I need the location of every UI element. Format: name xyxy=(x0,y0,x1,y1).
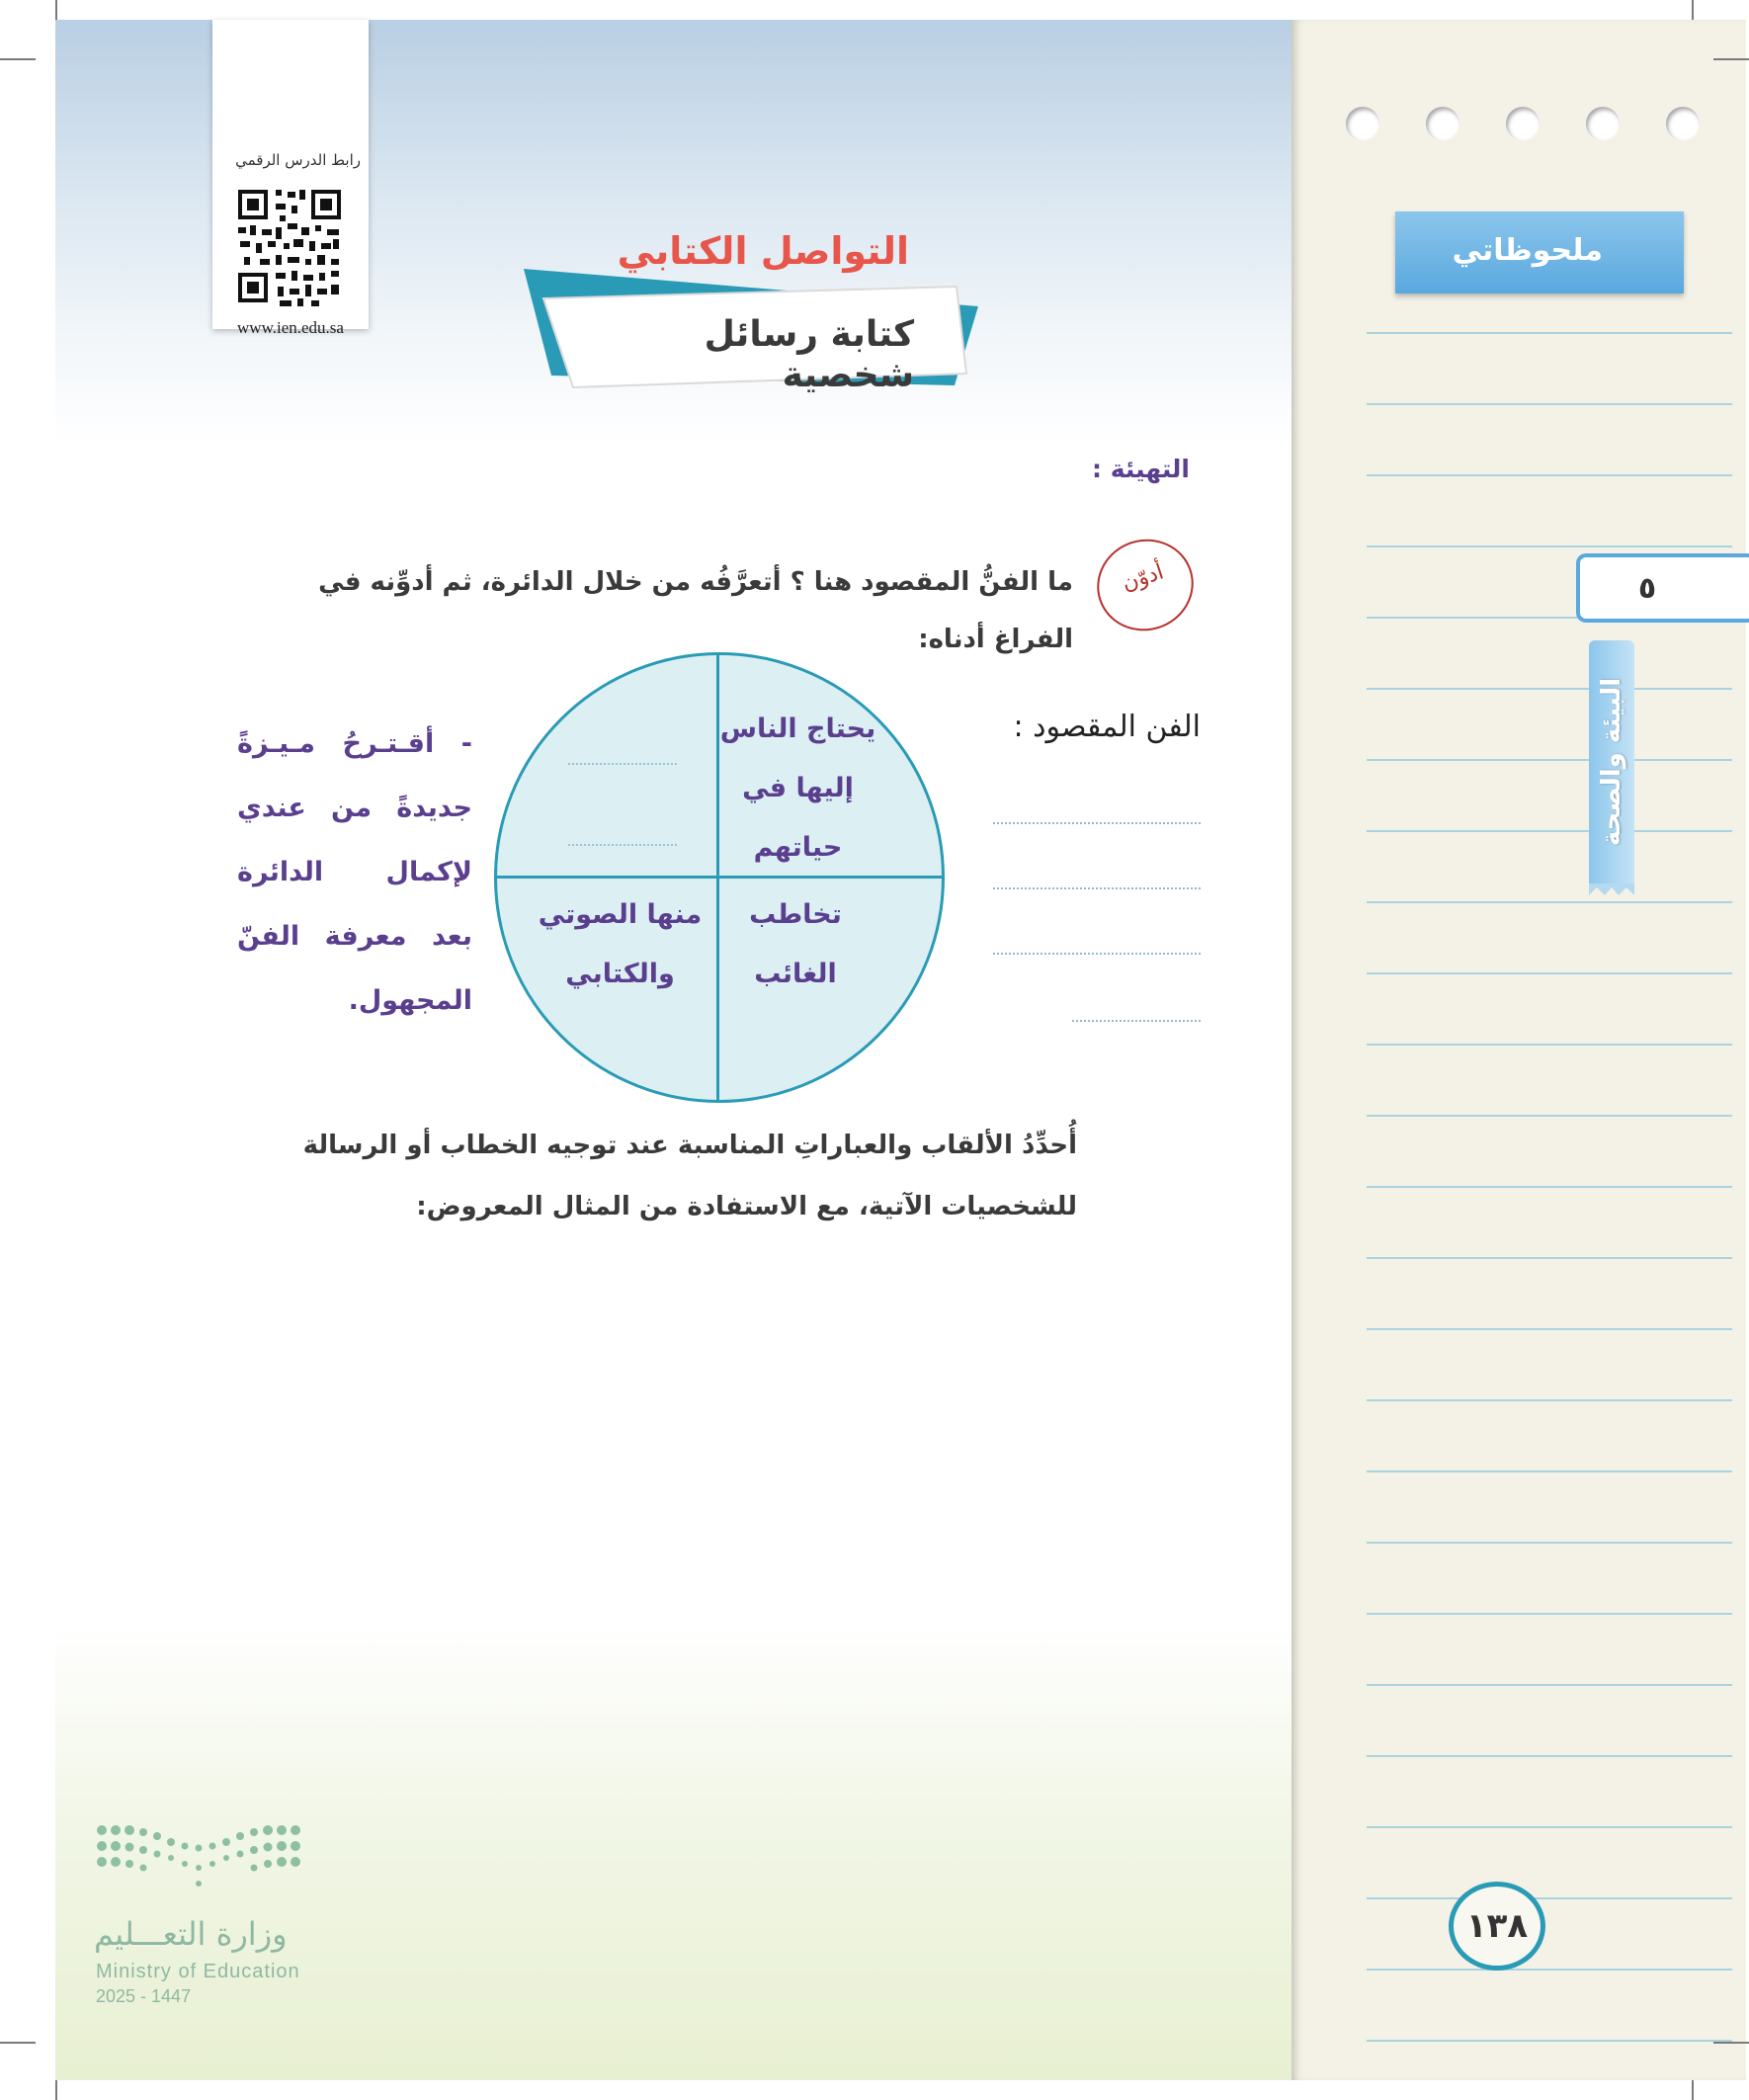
ministry-english-name: Ministry of Education xyxy=(96,1961,300,1982)
note-line[interactable] xyxy=(1367,1186,1732,1188)
suggestion-line: لإكمال الدائرة xyxy=(237,857,472,887)
ministry-logo-icon xyxy=(94,1820,311,1897)
circle-quadrant-1 xyxy=(716,700,879,878)
crop-mark xyxy=(55,0,57,20)
circle-blank-line[interactable] xyxy=(568,763,677,765)
note-line[interactable] xyxy=(1367,546,1732,547)
page-number: ١٣٨ xyxy=(1465,1906,1529,1946)
note-line[interactable] xyxy=(1367,1755,1732,1757)
crop-mark xyxy=(0,58,36,60)
note-line[interactable] xyxy=(1367,1399,1732,1401)
unit-title-tab xyxy=(1589,640,1634,883)
note-line[interactable] xyxy=(1367,1257,1732,1259)
note-line[interactable] xyxy=(1367,1969,1732,1971)
binder-hole xyxy=(1666,107,1700,140)
note-line[interactable] xyxy=(1367,688,1732,690)
warmup-instruction: ما الفنُّ المقصود هنا ؟ أتعرَّفُه من خلال الدائرة، ثم أدوِّنه في الفراغ أدناه: xyxy=(318,567,1073,654)
note-line[interactable] xyxy=(1367,901,1732,903)
note-line[interactable] xyxy=(1367,1613,1732,1615)
notes-title-tab xyxy=(1395,211,1684,294)
binder-hole xyxy=(1346,107,1379,140)
note-line[interactable] xyxy=(1367,474,1732,476)
circle-quadrant-3 xyxy=(716,885,874,1004)
circle-q3-line: تخاطب xyxy=(749,899,842,930)
circle-q4-line: والكتابي xyxy=(565,959,675,989)
note-line[interactable] xyxy=(1367,830,1732,832)
answer-line[interactable] xyxy=(993,822,1201,824)
unit-tab-zigzag xyxy=(1589,883,1634,897)
unit-number-box xyxy=(1576,553,1749,623)
qr-code-icon xyxy=(236,178,343,312)
note-line[interactable] xyxy=(1367,1542,1732,1544)
circle-q4-line: منها الصوتي xyxy=(538,899,703,930)
write-stamp-icon: أدوّن xyxy=(1085,527,1206,643)
circle-blank-line[interactable] xyxy=(568,844,677,846)
note-line[interactable] xyxy=(1367,1470,1732,1472)
qr-card[interactable] xyxy=(212,20,369,337)
note-line[interactable] xyxy=(1367,2040,1732,2042)
circle-q3-line: الغائب xyxy=(754,959,837,989)
crop-mark xyxy=(0,2042,36,2044)
note-line[interactable] xyxy=(1367,759,1732,761)
suggestion-line: بعد معرفة الفنّ xyxy=(237,921,472,952)
page-number-badge xyxy=(1449,1882,1545,1971)
circle-q1-line: يحتاج الناس xyxy=(719,714,876,744)
suggestion-line: جديدةً من عندي xyxy=(237,793,472,823)
crop-mark xyxy=(1692,0,1694,20)
edition-year: 2025 - 1447 xyxy=(96,1986,192,2006)
note-line[interactable] xyxy=(1367,403,1732,405)
notes-title: ملحوظاتي xyxy=(1452,233,1603,268)
section-title: التواصل الكتابي xyxy=(617,229,909,273)
answer-label: الفن المقصود : xyxy=(1013,710,1201,744)
note-line[interactable] xyxy=(1367,332,1732,334)
answer-line[interactable] xyxy=(993,953,1201,955)
note-line[interactable] xyxy=(1367,1044,1732,1046)
task2-line: أُحدِّدُ الألقاب والعباراتِ المناسبة عند توجيه الخطاب أو الرسالة xyxy=(302,1131,1077,1160)
crop-mark xyxy=(1713,2042,1749,2044)
task2-instruction xyxy=(277,1115,1077,1237)
note-line[interactable] xyxy=(1367,972,1732,974)
note-line[interactable] xyxy=(1367,1115,1732,1117)
circle-quadrant-4 xyxy=(524,885,716,1004)
notes-strip xyxy=(1291,20,1746,2080)
binder-hole xyxy=(1426,107,1459,140)
suggestion-line: المجهول. xyxy=(348,985,472,1016)
lesson-title: كتابة رسائل شخصية xyxy=(704,314,914,395)
binder-hole xyxy=(1506,107,1540,140)
ministry-arabic-name: وزارة التعـــليم xyxy=(94,1915,288,1953)
circle-q1-line: إليها في xyxy=(742,773,854,803)
note-line[interactable] xyxy=(1367,1684,1732,1686)
warmup-label: التهيئة : xyxy=(1092,455,1190,483)
circle-q1-line: حياتهم xyxy=(753,832,843,863)
binder-hole xyxy=(1586,107,1620,140)
qr-caption: رابط الدرس الرقمي xyxy=(235,151,361,169)
unit-number: ٥ xyxy=(1637,571,1657,606)
crop-mark xyxy=(1713,58,1749,60)
crop-mark xyxy=(55,2080,57,2100)
answer-line[interactable] xyxy=(1072,1020,1201,1022)
note-line[interactable] xyxy=(1367,1328,1732,1330)
qr-url[interactable]: www.ien.edu.sa xyxy=(237,318,344,337)
answer-line[interactable] xyxy=(993,887,1201,889)
unit-title: البيئة والصحة xyxy=(1597,677,1626,847)
note-line[interactable] xyxy=(1367,1897,1732,1899)
suggestion-text xyxy=(237,712,472,1033)
note-line[interactable] xyxy=(1367,1826,1732,1828)
crop-mark xyxy=(1692,2080,1694,2100)
suggestion-line: - أقـتـرحُ مـيـزةً xyxy=(237,728,472,759)
task2-line: للشخصيات الآتية، مع الاستفادة من المثال المعروض: xyxy=(416,1192,1077,1221)
